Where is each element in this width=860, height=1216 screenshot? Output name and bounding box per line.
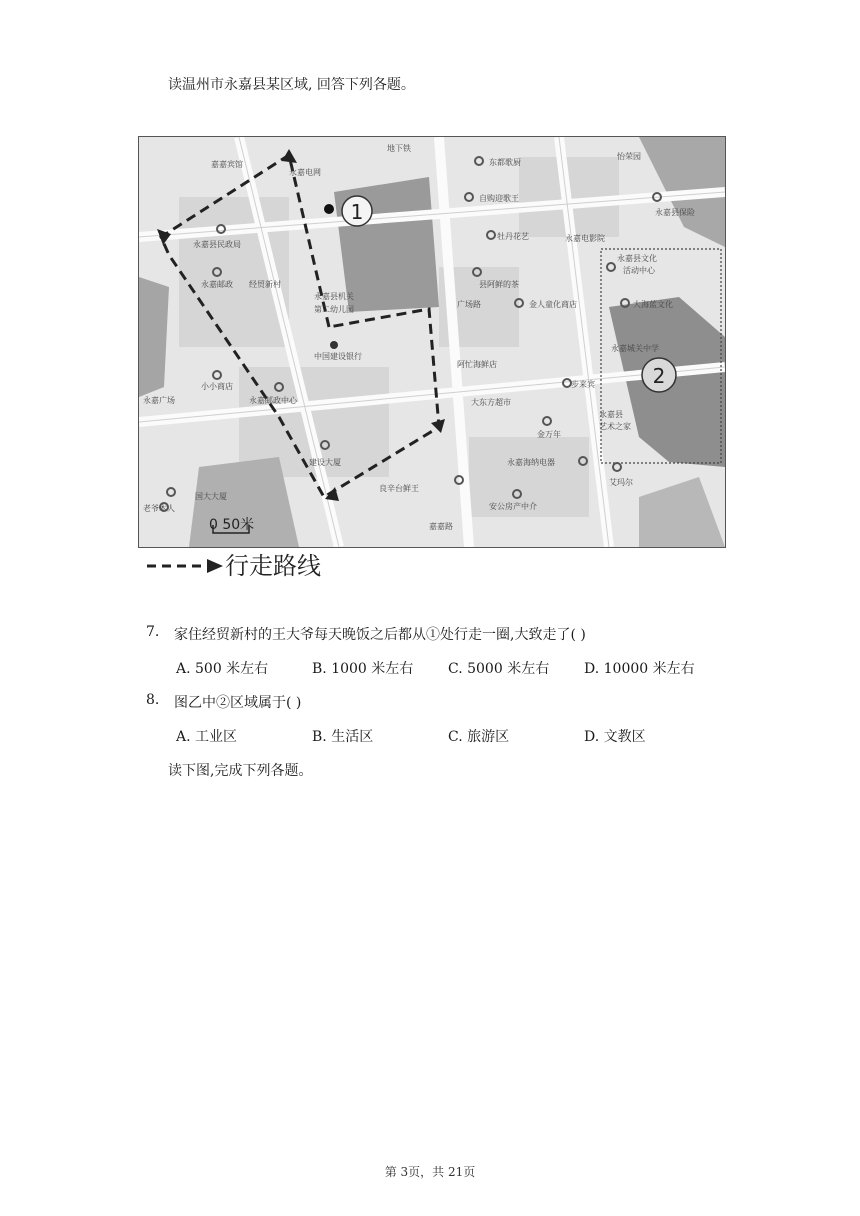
question-number: 8. [146, 692, 160, 708]
svg-text:国大大厦: 国大大厦 [195, 492, 227, 501]
svg-text:永嘉邮政: 永嘉邮政 [201, 280, 233, 289]
svg-text:经贸新村: 经贸新村 [249, 280, 281, 289]
svg-text:大东方超市: 大东方超市 [471, 398, 511, 407]
question-8 [0, 692, 860, 712]
svg-text:建设大厦: 建设大厦 [309, 458, 341, 467]
legend-label: 行走路线 [225, 552, 321, 580]
svg-text:中国建设银行: 中国建设银行 [314, 352, 362, 361]
page-footer: 第 3页，共 21页 [384, 1165, 476, 1179]
svg-text:永嘉海纳电器: 永嘉海纳电器 [507, 458, 555, 467]
svg-text:永嘉县机关: 永嘉县机关 [314, 292, 354, 301]
question-7 [0, 624, 860, 644]
map-image [138, 136, 726, 548]
svg-text:永嘉城关中学: 永嘉城关中学 [611, 344, 659, 353]
svg-text:艺术之家: 艺术之家 [599, 422, 631, 431]
option-c[interactable]: C. 5000 米左右 [448, 661, 550, 677]
svg-text:金人童化商店: 金人童化商店 [529, 300, 577, 309]
question-text: 图乙中②区域属于( ) [174, 695, 302, 711]
svg-text:嘉嘉宾馆: 嘉嘉宾馆 [211, 160, 243, 169]
svg-text:牡丹花艺: 牡丹花艺 [497, 232, 529, 241]
marker-1 [342, 196, 372, 226]
svg-text:金万年: 金万年 [537, 430, 561, 439]
svg-text:永嘉邮政中心: 永嘉邮政中心 [249, 396, 297, 405]
svg-text:安公房产中介: 安公房产中介 [489, 502, 537, 511]
option-b[interactable]: B. 1000 米左右 [312, 661, 414, 677]
svg-text:县阿鲜的茶: 县阿鲜的茶 [479, 280, 519, 289]
svg-text:怡荣园: 怡荣园 [617, 152, 641, 161]
svg-text:嘉嘉路: 嘉嘉路 [429, 522, 453, 531]
svg-text:永嘉县保险: 永嘉县保险 [655, 208, 695, 217]
option-a[interactable]: A. 工业区 [176, 729, 238, 745]
svg-text:艾玛尔: 艾玛尔 [609, 478, 633, 487]
svg-text:第二幼儿园: 第二幼儿园 [314, 305, 354, 314]
svg-text:大海蓝文化: 大海蓝文化 [633, 300, 673, 309]
option-d[interactable]: D. 文教区 [584, 729, 646, 745]
option-c[interactable]: C. 旅游区 [448, 729, 510, 745]
svg-text:东都歌厨: 东都歌厨 [489, 158, 521, 167]
option-b[interactable]: B. 生活区 [312, 729, 374, 745]
question-text: 家住经贸新村的王大爷每天晚饭之后都从①处行走一圈,大致走了( ) [174, 627, 586, 643]
svg-text:良辛台鲜王: 良辛台鲜王 [379, 484, 419, 493]
svg-text:活动中心: 活动中心 [623, 266, 655, 275]
svg-text:自购迎歌王: 自购迎歌王 [479, 194, 519, 203]
option-a[interactable]: A. 500 米左右 [176, 661, 269, 677]
svg-text:永嘉电影院: 永嘉电影院 [565, 234, 605, 243]
svg-text:地下铁: 地下铁 [387, 144, 411, 153]
svg-text:永嘉县: 永嘉县 [599, 410, 623, 419]
svg-text:永嘉电网: 永嘉电网 [289, 168, 321, 177]
svg-text:1: 1 [350, 200, 364, 224]
svg-text:永嘉广场: 永嘉广场 [143, 396, 175, 405]
route-legend [143, 546, 443, 582]
svg-text:永嘉县民政局: 永嘉县民政局 [193, 240, 241, 249]
svg-text:永嘉县文化: 永嘉县文化 [617, 254, 657, 263]
question-number: 7. [146, 624, 160, 640]
svg-text:小小商店: 小小商店 [201, 382, 233, 391]
svg-text:2: 2 [652, 364, 666, 388]
option-d[interactable]: D. 10000 米左右 [584, 661, 695, 677]
svg-text:广场路: 广场路 [457, 300, 481, 309]
scale-bar [209, 516, 254, 533]
marker-2 [642, 358, 676, 392]
svg-text:老爷木人: 老爷木人 [143, 504, 175, 513]
svg-text:0 50米: 0 50米 [209, 517, 255, 533]
intro-text: 读温州市永嘉县某区域, 回答下列各题。 [168, 77, 415, 93]
svg-text:步来宾: 步来宾 [571, 380, 595, 389]
svg-text:阿忙海鲜店: 阿忙海鲜店 [457, 360, 497, 369]
closing-text: 读下图,完成下列各题。 [168, 763, 313, 779]
